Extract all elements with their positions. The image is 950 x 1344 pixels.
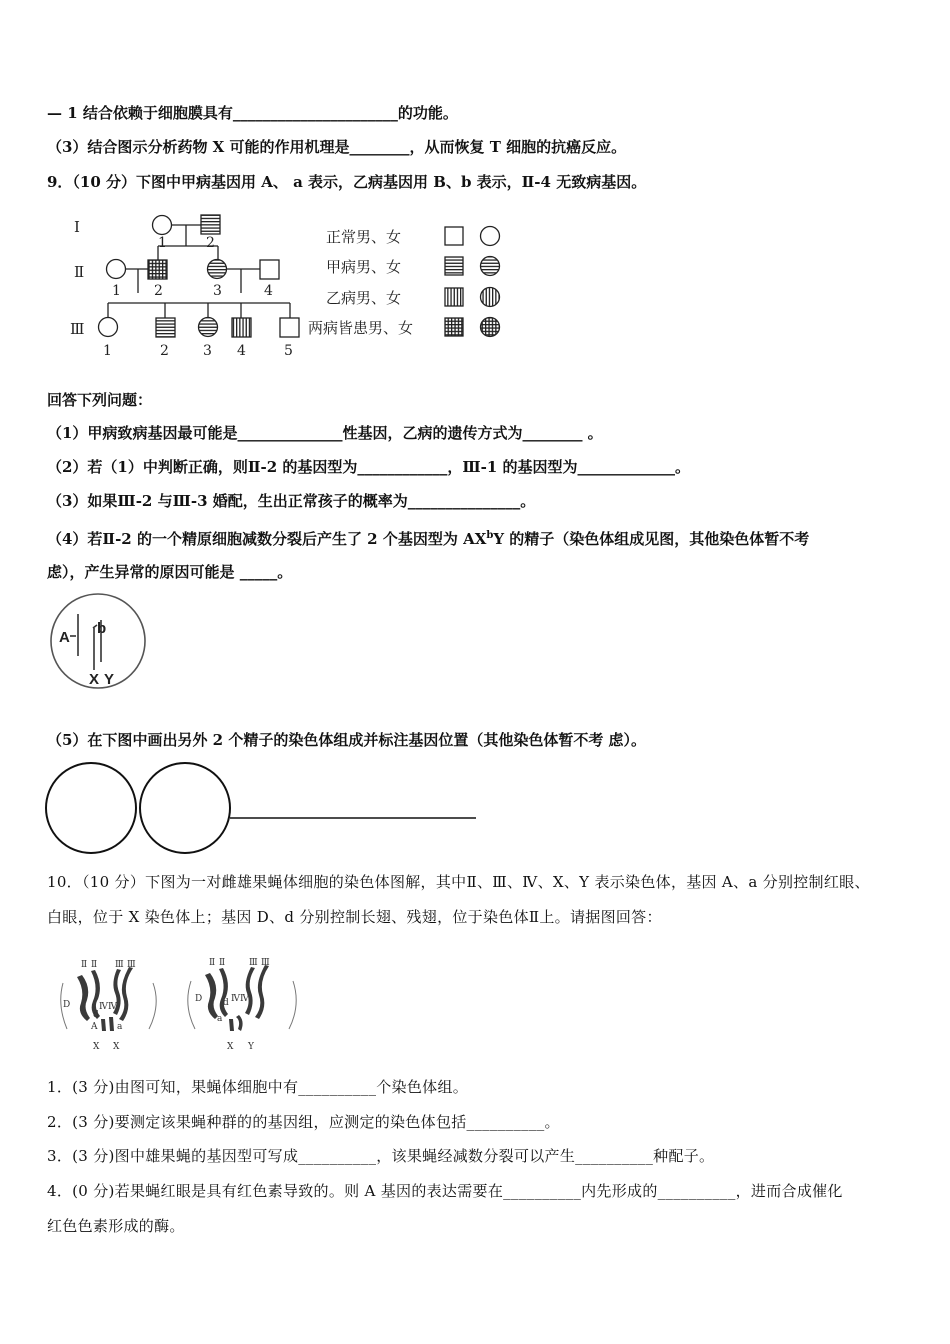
fl-III-a: Ⅲ: [115, 960, 124, 970]
cell-label-Y: Y: [104, 671, 115, 688]
legend-both-female: [481, 318, 500, 337]
fr-d: d: [223, 998, 229, 1008]
pedigree-figure: [60, 205, 520, 370]
num-III-4: 4: [237, 343, 246, 359]
q9-part4-line1: [47, 526, 809, 549]
fr-II-b: Ⅱ: [219, 958, 226, 968]
fl-II-b: Ⅱ: [91, 960, 98, 970]
q9-answer-intro: 回答下列问题：: [47, 391, 153, 409]
fr-X: X: [227, 1042, 234, 1052]
pedigree-III-4: [232, 318, 251, 337]
fl-III-b: Ⅲ: [127, 960, 136, 970]
q9-part4-post: Y 的精子（染色体组成见图，其他染色体暂不考: [493, 530, 810, 548]
num-II-3: 3: [213, 283, 222, 299]
q8-line1: — 1 结合依赖于细胞膜具有______________________的功能。: [47, 104, 458, 122]
pedigree-III-1: [99, 318, 118, 337]
q10-sub1: 1．(3 分)由图可知，果蝇体细胞中有__________个染色体组。: [47, 1078, 469, 1096]
fl-a: a: [117, 1022, 123, 1032]
fl-X1: X: [93, 1042, 100, 1052]
legend-label-jia: 甲病男、女: [326, 258, 402, 276]
empty-cells-drawing[interactable]: [44, 760, 484, 860]
legend-label-normal: 正常男、女: [326, 228, 402, 246]
q10-sub4-line1: 4．(0 分)若果蝇红眼是具有红色素导致的。则 A 基因的表达需要在__________内先形成的__________，进而合成催化: [47, 1182, 843, 1200]
gen-label-III: Ⅲ: [70, 320, 85, 338]
pedigree-III-3: [199, 318, 218, 337]
cell-label-X: X: [89, 671, 100, 688]
q9-part1: （1）甲病致病基因最可能是______________性基因，乙病的遗传方式为________ 。: [47, 424, 603, 442]
fr-Y: Y: [248, 1042, 254, 1052]
fl-d: d: [93, 1010, 99, 1020]
q9-stem: 9．（10 分）下图中甲病基因用 A、 a 表示，乙病基因用 B、b 表示，Ⅱ-4 无致病基因。: [47, 173, 647, 191]
q10-sub2: 2．(3 分)要测定该果蝇种群的的基因组，应测定的染色体包括__________。: [47, 1113, 560, 1131]
fr-D: D: [195, 994, 203, 1004]
q10-stem-line2: 白眼，位于 X 染色体上；基因 D、d 分别控制长翅、残翅，位于染色体Ⅱ上。请据图回答：: [47, 908, 662, 926]
fr-a: a: [217, 1014, 223, 1024]
empty-cell-2: [140, 763, 230, 853]
q10-sub3: 3．(3 分)图中雄果蝇的基因型可写成__________，该果蝇经减数分裂可以产生__________种配子。: [47, 1147, 715, 1165]
fly-chromosome-figure: [55, 955, 315, 1055]
pedigree-I-1: [153, 216, 172, 235]
gen-label-I: Ⅰ: [74, 218, 80, 236]
fl-A: A: [91, 1022, 98, 1032]
cell-label-A: A: [59, 629, 70, 646]
num-III-1: 1: [103, 343, 112, 359]
q9-part4-line2: 虑），产生异常的原因可能是 _____。: [47, 563, 293, 581]
empty-cell-1: [46, 763, 136, 853]
legend-normal-male: [445, 227, 463, 245]
pedigree-II-3: [208, 260, 227, 279]
q10-stem-line1: 10．（10 分）下图为一对雌雄果蝇体细胞的染色体图解，其中Ⅱ、Ⅲ、Ⅳ、X、Y 表示染色体，基因 A、a 分别控制红眼、: [47, 873, 870, 891]
q8-line2: （3）结合图示分析药物 X 可能的作用机理是________，从而恢复 T 细胞的抗癌反应。: [47, 138, 627, 156]
fl-D: D: [63, 1000, 71, 1010]
q9-part4-pre: （4）若Ⅱ-2 的一个精原细胞减数分裂后产生了 2 个基因型为 AX: [47, 530, 487, 548]
legend-jia-male: [445, 257, 463, 275]
q9-part2: （2）若（1）中判断正确，则Ⅱ-2 的基因型为____________，Ⅲ-1 的基因型为_____________。: [47, 458, 691, 476]
legend-normal-female: [481, 227, 500, 246]
pedigree-II-1: [107, 260, 126, 279]
num-I-2: 2: [206, 235, 215, 251]
legend-jia-female: [481, 257, 500, 276]
fl-IV: ⅣⅣ: [99, 1002, 117, 1012]
q9-part3: （3）如果Ⅲ-2 与Ⅲ-3 婚配，生出正常孩子的概率为_______________。: [47, 492, 536, 510]
fr-II-a: Ⅱ: [209, 958, 216, 968]
legend-yi-female: [481, 288, 500, 307]
legend-both-male: [445, 318, 463, 336]
num-I-1: 1: [158, 235, 167, 251]
legend-label-yi: 乙病男、女: [326, 289, 402, 307]
cell-label-b: b: [97, 620, 107, 637]
sperm-cell-figure: [48, 592, 148, 692]
q9-part4-sup: b: [486, 530, 494, 541]
num-III-3: 3: [203, 343, 212, 359]
pedigree-III-2: [156, 318, 175, 337]
fr-IV: ⅣⅣ: [231, 994, 249, 1004]
num-II-4: 4: [264, 283, 273, 299]
gen-label-II: Ⅱ: [74, 263, 85, 281]
pedigree-III-5: [280, 318, 299, 337]
pedigree-II-4: [260, 260, 279, 279]
pedigree-I-2: [201, 215, 220, 234]
legend-label-both: 两病皆患男、女: [308, 319, 414, 337]
fr-III-a: Ⅲ: [249, 958, 258, 968]
fl-II-a: Ⅱ: [81, 960, 88, 970]
num-III-2: 2: [160, 343, 169, 359]
pedigree-II-2: [148, 260, 167, 279]
num-III-5: 5: [284, 343, 293, 359]
num-II-1: 1: [112, 283, 121, 299]
num-II-2: 2: [154, 283, 163, 299]
fr-III-b: Ⅲ: [261, 958, 270, 968]
fl-X2: X: [113, 1042, 120, 1052]
legend-yi-male: [445, 288, 463, 306]
q10-sub4-line2: 红色色素形成的酶。: [47, 1217, 185, 1235]
q9-part5: （5）在下图中画出另外 2 个精子的染色体组成并标注基因位置（其他染色体暂不考 虑）。: [47, 731, 647, 749]
